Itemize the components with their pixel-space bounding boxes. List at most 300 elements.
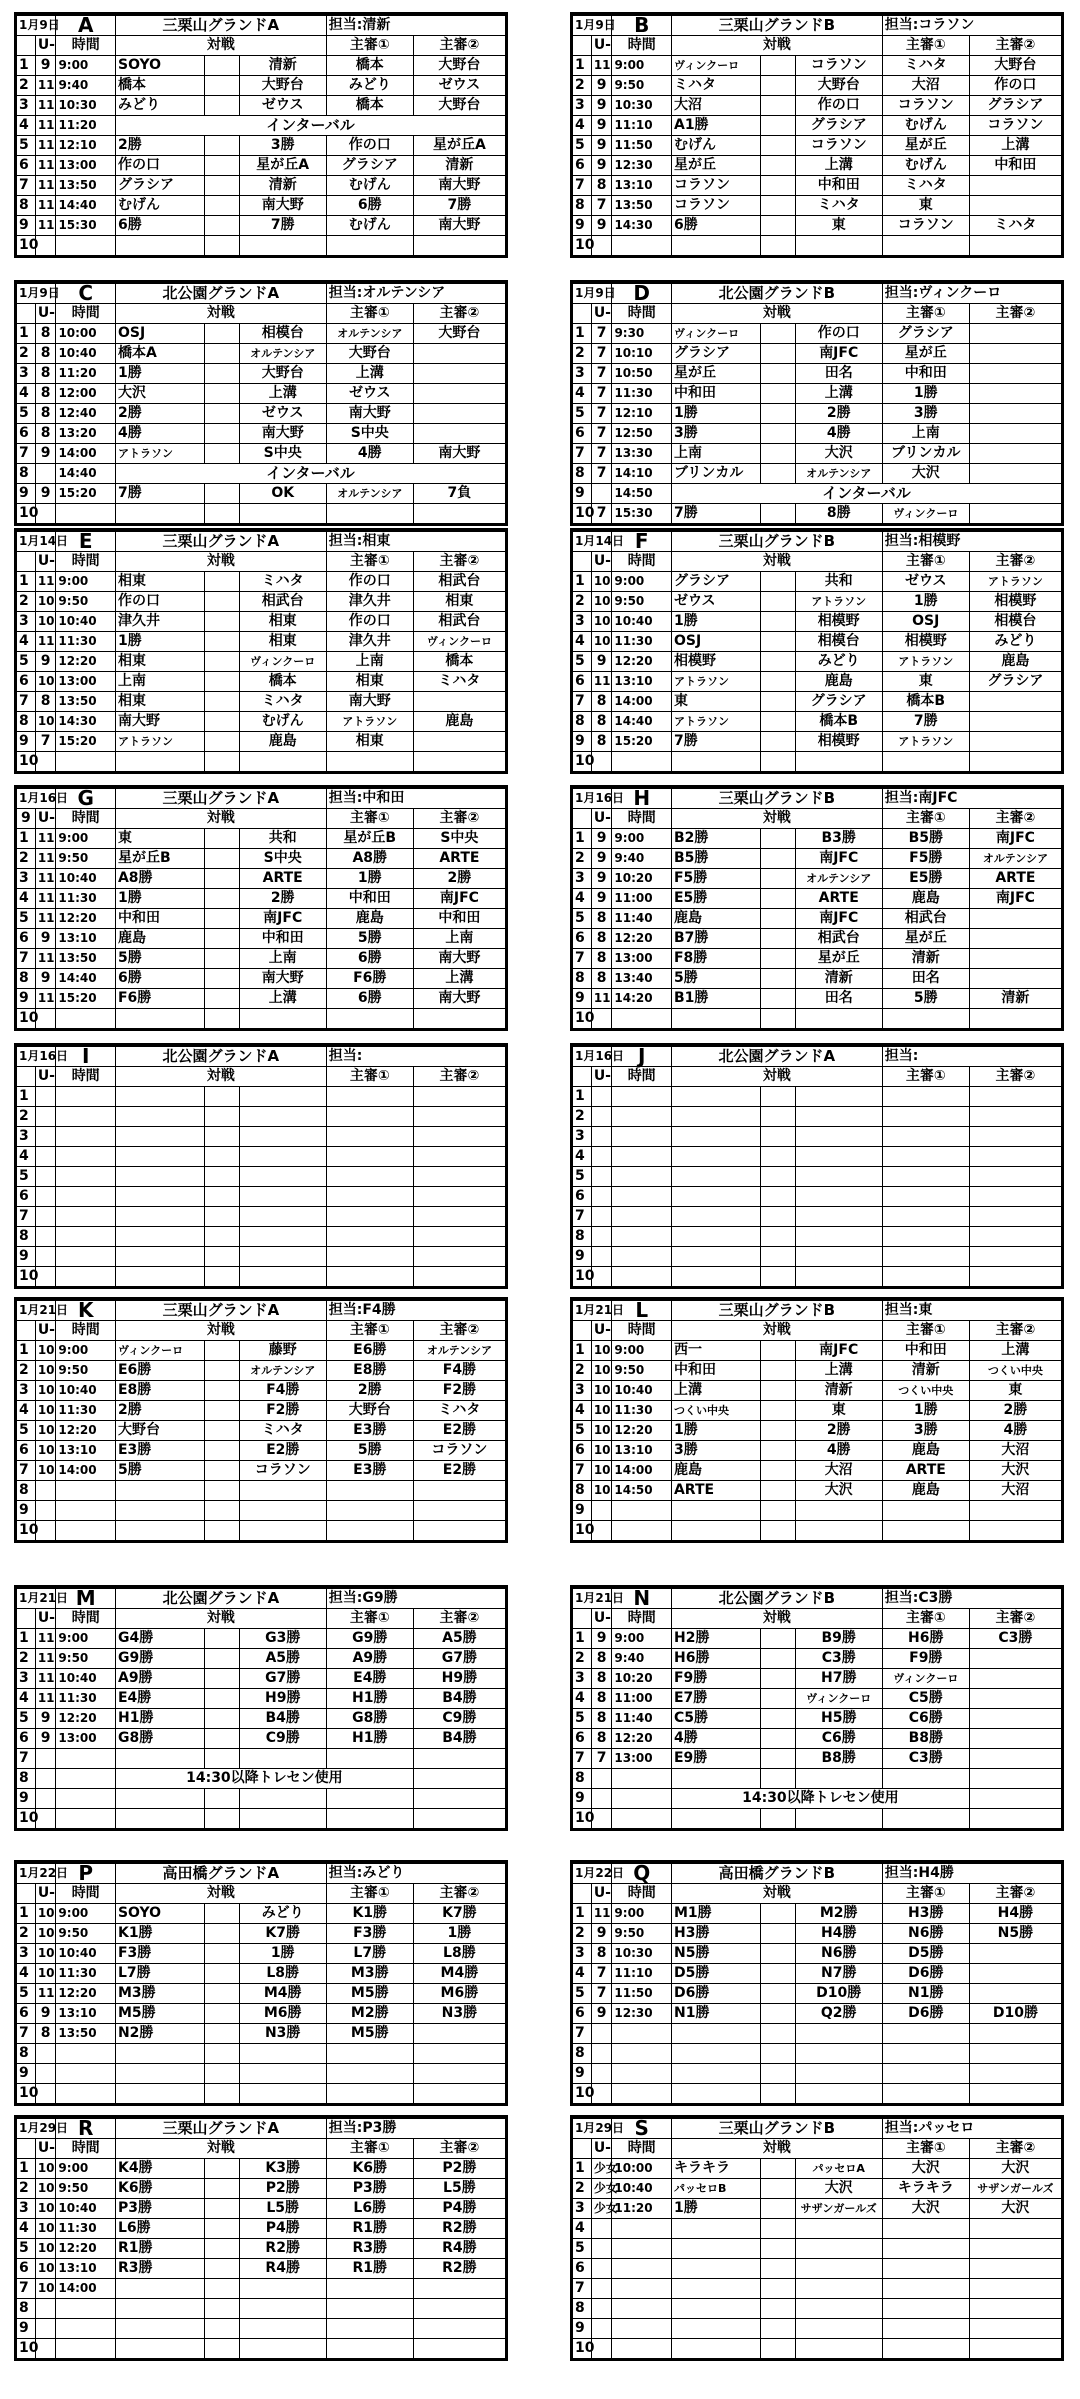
row-ref1: M3勝	[326, 1964, 413, 1984]
row-no: 2	[573, 76, 591, 96]
header-match: 対戦	[671, 2139, 882, 2159]
row-vs-gap	[761, 1421, 795, 1441]
row-ref2: R4勝	[413, 2239, 505, 2259]
row-team-a: OSJ	[671, 632, 760, 652]
row-vs-gap	[761, 2044, 795, 2064]
row-team-b	[795, 1187, 882, 1207]
table-row	[573, 572, 1061, 592]
row-no: 3	[573, 1127, 591, 1147]
header-no	[17, 1609, 35, 1629]
row-vs-gap	[761, 2299, 795, 2319]
header-ref1: 主審①	[326, 36, 413, 56]
row-team-a: G4勝	[115, 1629, 204, 1649]
table-row	[573, 424, 1061, 444]
row-no: 1	[17, 1629, 35, 1649]
row-u: 9	[591, 1924, 612, 1944]
row-team-a: 相模野	[671, 652, 760, 672]
row-time: 9:50	[612, 1361, 672, 1381]
header-no	[17, 1067, 35, 1087]
row-u	[35, 1769, 56, 1789]
row-ref1	[882, 1267, 969, 1287]
row-ref1	[882, 2219, 969, 2239]
row-team-a: ブリンカル	[671, 464, 760, 484]
row-team-a: 大沼	[671, 96, 760, 116]
row-ref2: 南JFC	[969, 829, 1061, 849]
row-team-b: 相模台	[239, 324, 326, 344]
row-vs-gap	[761, 849, 795, 869]
row-u: 8	[35, 404, 56, 424]
table-row	[17, 652, 505, 672]
row-time	[612, 1267, 672, 1287]
row-team-a: 相東	[115, 652, 204, 672]
row-team-a: SOYO	[115, 1904, 204, 1924]
row-time: 14:00	[612, 1461, 672, 1481]
row-team-a: パッセロB	[671, 2179, 760, 2199]
row-time: 10:40	[612, 1381, 672, 1401]
row-team-a: H1勝	[115, 1709, 204, 1729]
row-team-b: 大沢	[795, 1481, 882, 1501]
row-no: 7	[573, 176, 591, 196]
row-team-b: 上溝	[795, 384, 882, 404]
row-no: 6	[17, 1441, 35, 1461]
row-u: 10	[591, 1381, 612, 1401]
table-row	[573, 672, 1061, 692]
row-no: 7	[17, 2279, 35, 2299]
row-ref2	[969, 1649, 1061, 1669]
row-vs-gap	[761, 404, 795, 424]
row-team-b: グラシア	[795, 116, 882, 136]
row-vs-gap	[205, 56, 239, 76]
row-u: 11	[35, 632, 56, 652]
row-ref2: B4勝	[413, 1729, 505, 1749]
row-time: 12:00	[56, 384, 116, 404]
row-team-b: M4勝	[239, 1984, 326, 2004]
row-u	[591, 2024, 612, 2044]
row-team-a: F9勝	[671, 1669, 760, 1689]
row-vs-gap	[205, 444, 239, 464]
row-ref1: ヴィンクーロ	[882, 1669, 969, 1689]
row-team-a: E5勝	[671, 889, 760, 909]
row-team-a: 上南	[115, 672, 204, 692]
row-time: 9:50	[56, 1649, 116, 1669]
row-team-a: ヴィンクーロ	[671, 324, 760, 344]
schedule-block-p	[14, 1860, 508, 2106]
row-ref2	[969, 1227, 1061, 1247]
row-time: 13:50	[56, 176, 116, 196]
row-team-a: E4勝	[115, 1689, 204, 1709]
row-ref2: 相武台	[413, 572, 505, 592]
row-vs-gap	[205, 324, 239, 344]
row-vs-gap	[761, 1501, 795, 1521]
table-row	[573, 969, 1061, 989]
row-team-a: 2勝	[115, 1401, 204, 1421]
row-no: 5	[17, 1167, 35, 1187]
row-team-b: 4勝	[795, 1441, 882, 1461]
row-no: 2	[17, 344, 35, 364]
row-team-a: 上溝	[671, 1381, 760, 1401]
block-date: 1月16日	[573, 1047, 612, 1067]
row-ref1: B5勝	[882, 829, 969, 849]
row-team-b: みどり	[795, 652, 882, 672]
row-ref1: 橋本	[326, 56, 413, 76]
row-u: 8	[35, 364, 56, 384]
row-time: 13:30	[612, 444, 672, 464]
row-team-a	[671, 1207, 760, 1227]
row-team-b: K3勝	[239, 2159, 326, 2179]
row-no: 6	[573, 1729, 591, 1749]
interval-label: インターバル	[671, 484, 1061, 504]
row-ref2: B4勝	[413, 1689, 505, 1709]
table-row	[17, 1501, 505, 1521]
table-row	[573, 1147, 1061, 1167]
header-time: 時間	[612, 36, 672, 56]
row-time	[612, 2279, 672, 2299]
row-vs-gap	[761, 2004, 795, 2024]
row-no: 1	[573, 572, 591, 592]
row-team-b: 橋本	[239, 672, 326, 692]
row-ref2: 上南	[413, 929, 505, 949]
row-time: 11:50	[612, 136, 672, 156]
row-ref2	[969, 1729, 1061, 1749]
row-team-a: 星が丘B	[115, 849, 204, 869]
row-ref2: P2勝	[413, 2159, 505, 2179]
row-time: 14:40	[56, 969, 116, 989]
row-u: 9	[35, 969, 56, 989]
row-no: 7	[17, 176, 35, 196]
row-no: 10	[575, 1810, 595, 1826]
row-u	[591, 2339, 612, 2359]
header-no	[573, 1884, 591, 1904]
row-time	[56, 1749, 116, 1769]
row-no: 6	[573, 156, 591, 176]
row-team-b: G3勝	[239, 1629, 326, 1649]
row-vs-gap	[205, 2084, 239, 2104]
row-team-b: 南大野	[239, 969, 326, 989]
row-ref1: むげん	[882, 156, 969, 176]
row-vs-gap	[761, 2084, 795, 2104]
row-ref2: M6勝	[413, 1984, 505, 2004]
row-team-a: グラシア	[671, 344, 760, 364]
row-vs-gap	[205, 1187, 239, 1207]
header-ref2: 主審②	[969, 304, 1061, 324]
schedule-block-m	[14, 1585, 508, 1831]
table-row	[573, 196, 1061, 216]
block-responsible: 担当:相東	[326, 532, 505, 552]
row-ref1: コラソン	[882, 96, 969, 116]
row-team-b: 大野台	[239, 364, 326, 384]
table-row	[17, 1147, 505, 1167]
row-team-a	[115, 1809, 204, 1829]
row-u	[35, 1521, 56, 1541]
table-row	[573, 889, 1061, 909]
row-time	[612, 1809, 672, 1829]
row-vs-gap	[761, 1127, 795, 1147]
row-ref2	[413, 1207, 505, 1227]
table-row	[573, 612, 1061, 632]
header-u: U-	[591, 36, 612, 56]
row-vs-gap	[761, 949, 795, 969]
row-time: 11:30	[612, 632, 672, 652]
row-u: 8	[591, 176, 612, 196]
row-time: 12:20	[612, 1729, 672, 1749]
row-vs-gap	[205, 1689, 239, 1709]
row-ref1: ARTE	[882, 1461, 969, 1481]
row-vs-gap	[205, 592, 239, 612]
row-team-b: ゼウス	[239, 404, 326, 424]
row-time: 9:00	[56, 2159, 116, 2179]
row-u	[591, 1167, 612, 1187]
row-ref1: F3勝	[326, 1924, 413, 1944]
row-ref2: 星が丘A	[413, 136, 505, 156]
row-team-a	[115, 1789, 204, 1809]
row-ref1: H1勝	[326, 1689, 413, 1709]
header-ref1: 主審①	[882, 304, 969, 324]
row-u: 8	[591, 909, 612, 929]
row-team-b: 4勝	[795, 424, 882, 444]
row-vs-gap	[761, 1341, 795, 1361]
row-team-a: SOYO	[115, 56, 204, 76]
row-vs-gap	[205, 672, 239, 692]
row-team-b: S中央	[239, 849, 326, 869]
row-vs-gap	[761, 1187, 795, 1207]
row-u: 10	[35, 1401, 56, 1421]
row-time: 12:50	[612, 424, 672, 444]
row-time: 12:20	[56, 1421, 116, 1441]
header-no	[573, 36, 591, 56]
row-ref1: 南大野	[326, 692, 413, 712]
row-no: 7	[17, 949, 35, 969]
table-row	[17, 1401, 505, 1421]
row-time: 14:30	[612, 216, 672, 236]
row-team-a: 2勝	[115, 404, 204, 424]
table-row	[17, 909, 505, 929]
header-ref2: 主審②	[969, 2139, 1061, 2159]
row-vs-gap	[761, 2159, 795, 2179]
row-team-b	[795, 2299, 882, 2319]
block-responsible: 担当:	[882, 1047, 1061, 1067]
row-vs-gap	[205, 2239, 239, 2259]
row-time	[56, 2064, 116, 2084]
row-no: 7	[17, 1207, 35, 1227]
row-ref1: アトラソン	[882, 652, 969, 672]
row-ref1	[326, 2339, 413, 2359]
row-vs-gap	[761, 2179, 795, 2199]
row-team-b: P2勝	[239, 2179, 326, 2199]
block-responsible: 担当:C3勝	[882, 1589, 1061, 1609]
row-no: 5	[573, 909, 591, 929]
row-ref2	[413, 1521, 505, 1541]
row-u: 9	[35, 484, 56, 504]
table-row	[17, 76, 505, 96]
row-u	[591, 1087, 612, 1107]
row-u	[35, 1789, 56, 1809]
row-no: 1	[17, 1087, 35, 1107]
row-no: 7	[17, 1749, 35, 1769]
header-match: 対戦	[115, 1609, 326, 1629]
row-ref1	[326, 1247, 413, 1267]
block-venue: 三栗山グランドB	[671, 532, 882, 552]
header-match: 対戦	[115, 809, 326, 829]
row-no: 6	[17, 1729, 35, 1749]
block-letter: J	[612, 1047, 672, 1067]
row-ref2	[969, 1709, 1061, 1729]
row-ref2: コラソン	[969, 116, 1061, 136]
table-row	[573, 2299, 1061, 2319]
row-u	[591, 236, 612, 256]
table-row	[17, 136, 505, 156]
table-row	[573, 1247, 1061, 1267]
row-team-a	[671, 2279, 760, 2299]
header-ref2: 主審②	[969, 1884, 1061, 1904]
row-time: 10:40	[56, 2199, 116, 2219]
row-vs-gap	[205, 2159, 239, 2179]
row-team-a	[115, 1009, 204, 1029]
row-ref2	[969, 1167, 1061, 1187]
row-team-a: R1勝	[115, 2239, 204, 2259]
row-team-b: 鹿島	[795, 672, 882, 692]
row-time: 14:40	[56, 464, 116, 484]
block-responsible: 担当:P3勝	[326, 2119, 505, 2139]
row-team-b: 東	[795, 216, 882, 236]
schedule-block-i	[14, 1043, 508, 1289]
table-row	[17, 849, 505, 869]
row-team-b	[239, 1481, 326, 1501]
row-team-a	[671, 2084, 760, 2104]
table-row	[573, 1381, 1061, 1401]
row-u	[35, 2044, 56, 2064]
row-ref1: R1勝	[326, 2259, 413, 2279]
row-team-a: 上南	[671, 444, 760, 464]
row-u: 11	[35, 889, 56, 909]
row-time	[56, 1127, 116, 1147]
row-time: 13:10	[56, 2004, 116, 2024]
row-ref2	[413, 1789, 505, 1809]
row-vs-gap	[205, 632, 239, 652]
row-ref2	[969, 1127, 1061, 1147]
row-vs-gap	[761, 2064, 795, 2084]
row-time	[612, 1009, 672, 1029]
row-time: 15:30	[612, 504, 672, 524]
row-time: 14:20	[612, 989, 672, 1009]
row-team-b	[239, 1227, 326, 1247]
row-ref1: K6勝	[326, 2159, 413, 2179]
row-u: 11	[35, 116, 56, 136]
row-time: 9:40	[612, 1649, 672, 1669]
row-u: 少女	[591, 2159, 612, 2179]
table-row	[17, 116, 505, 136]
block-venue: 高田橋グランドB	[671, 1864, 882, 1884]
table-row	[573, 76, 1061, 96]
row-u: 9	[35, 929, 56, 949]
block-responsible: 担当:パッセロ	[882, 2119, 1061, 2139]
block-date: 1月22日	[573, 1864, 612, 1884]
row-u: 10	[591, 592, 612, 612]
row-u: 11	[35, 96, 56, 116]
block-date: 1月9日	[17, 284, 56, 304]
table-row	[573, 1501, 1061, 1521]
row-time	[56, 752, 116, 772]
header-time: 時間	[612, 1321, 672, 1341]
row-team-b	[795, 2319, 882, 2339]
row-u: 11	[35, 989, 56, 1009]
row-ref1: 星が丘	[882, 929, 969, 949]
row-time: 12:20	[56, 1709, 116, 1729]
row-no: 1	[573, 324, 591, 344]
row-no: 10	[19, 505, 39, 521]
table-row	[573, 692, 1061, 712]
table-row	[17, 1669, 505, 1689]
row-ref1: C5勝	[882, 1689, 969, 1709]
row-ref2	[413, 692, 505, 712]
header-no	[573, 304, 591, 324]
row-vs-gap	[205, 1904, 239, 1924]
row-team-a	[115, 752, 204, 772]
row-team-a: E3勝	[115, 1441, 204, 1461]
schedule-table	[573, 531, 1061, 771]
row-ref2: 大野台	[413, 324, 505, 344]
row-team-a: 3勝	[671, 424, 760, 444]
row-u: 9	[591, 96, 612, 116]
table-row	[17, 2299, 505, 2319]
row-ref2	[969, 929, 1061, 949]
row-ref1: ゼウス	[882, 572, 969, 592]
row-ref1: M2勝	[326, 2004, 413, 2024]
row-u: 9	[591, 116, 612, 136]
row-time	[56, 1481, 116, 1501]
row-time: 14:00	[56, 444, 116, 464]
header-ref1: 主審①	[882, 36, 969, 56]
row-u: 11	[35, 196, 56, 216]
block-venue: 三栗山グランドA	[115, 16, 326, 36]
row-no: 4	[17, 384, 35, 404]
row-ref1: R3勝	[326, 2239, 413, 2259]
row-time	[612, 1521, 672, 1541]
row-time: 11:00	[612, 889, 672, 909]
row-u	[591, 1789, 612, 1809]
row-time: 12:20	[56, 652, 116, 672]
row-ref2	[969, 1147, 1061, 1167]
row-ref1: G9勝	[326, 1629, 413, 1649]
row-no: 3	[17, 364, 35, 384]
block-venue: 北公園グランドA	[115, 284, 326, 304]
row-vs-gap	[761, 116, 795, 136]
block-responsible: 担当:みどり	[326, 1864, 505, 1884]
row-u	[35, 1207, 56, 1227]
row-team-a: 1勝	[671, 2199, 760, 2219]
row-ref2	[413, 364, 505, 384]
row-no: 10	[575, 237, 595, 253]
row-vs-gap	[761, 592, 795, 612]
row-team-a: 1勝	[671, 612, 760, 632]
row-vs-gap	[205, 1649, 239, 1669]
header-match: 対戦	[115, 1884, 326, 1904]
row-no: 10	[575, 505, 595, 521]
row-team-b: D10勝	[795, 1984, 882, 2004]
row-ref2	[413, 424, 505, 444]
row-no: 7	[17, 1461, 35, 1481]
row-u	[591, 2299, 612, 2319]
row-ref2: 南大野	[413, 216, 505, 236]
row-ref1	[882, 2024, 969, 2044]
row-ref2	[413, 732, 505, 752]
row-no: 3	[17, 869, 35, 889]
row-team-b: H7勝	[795, 1669, 882, 1689]
row-team-b	[239, 1749, 326, 1769]
table-row	[573, 592, 1061, 612]
row-time: 11:30	[56, 1964, 116, 1984]
row-ref1	[882, 1127, 969, 1147]
row-ref1: 1勝	[882, 1401, 969, 1421]
